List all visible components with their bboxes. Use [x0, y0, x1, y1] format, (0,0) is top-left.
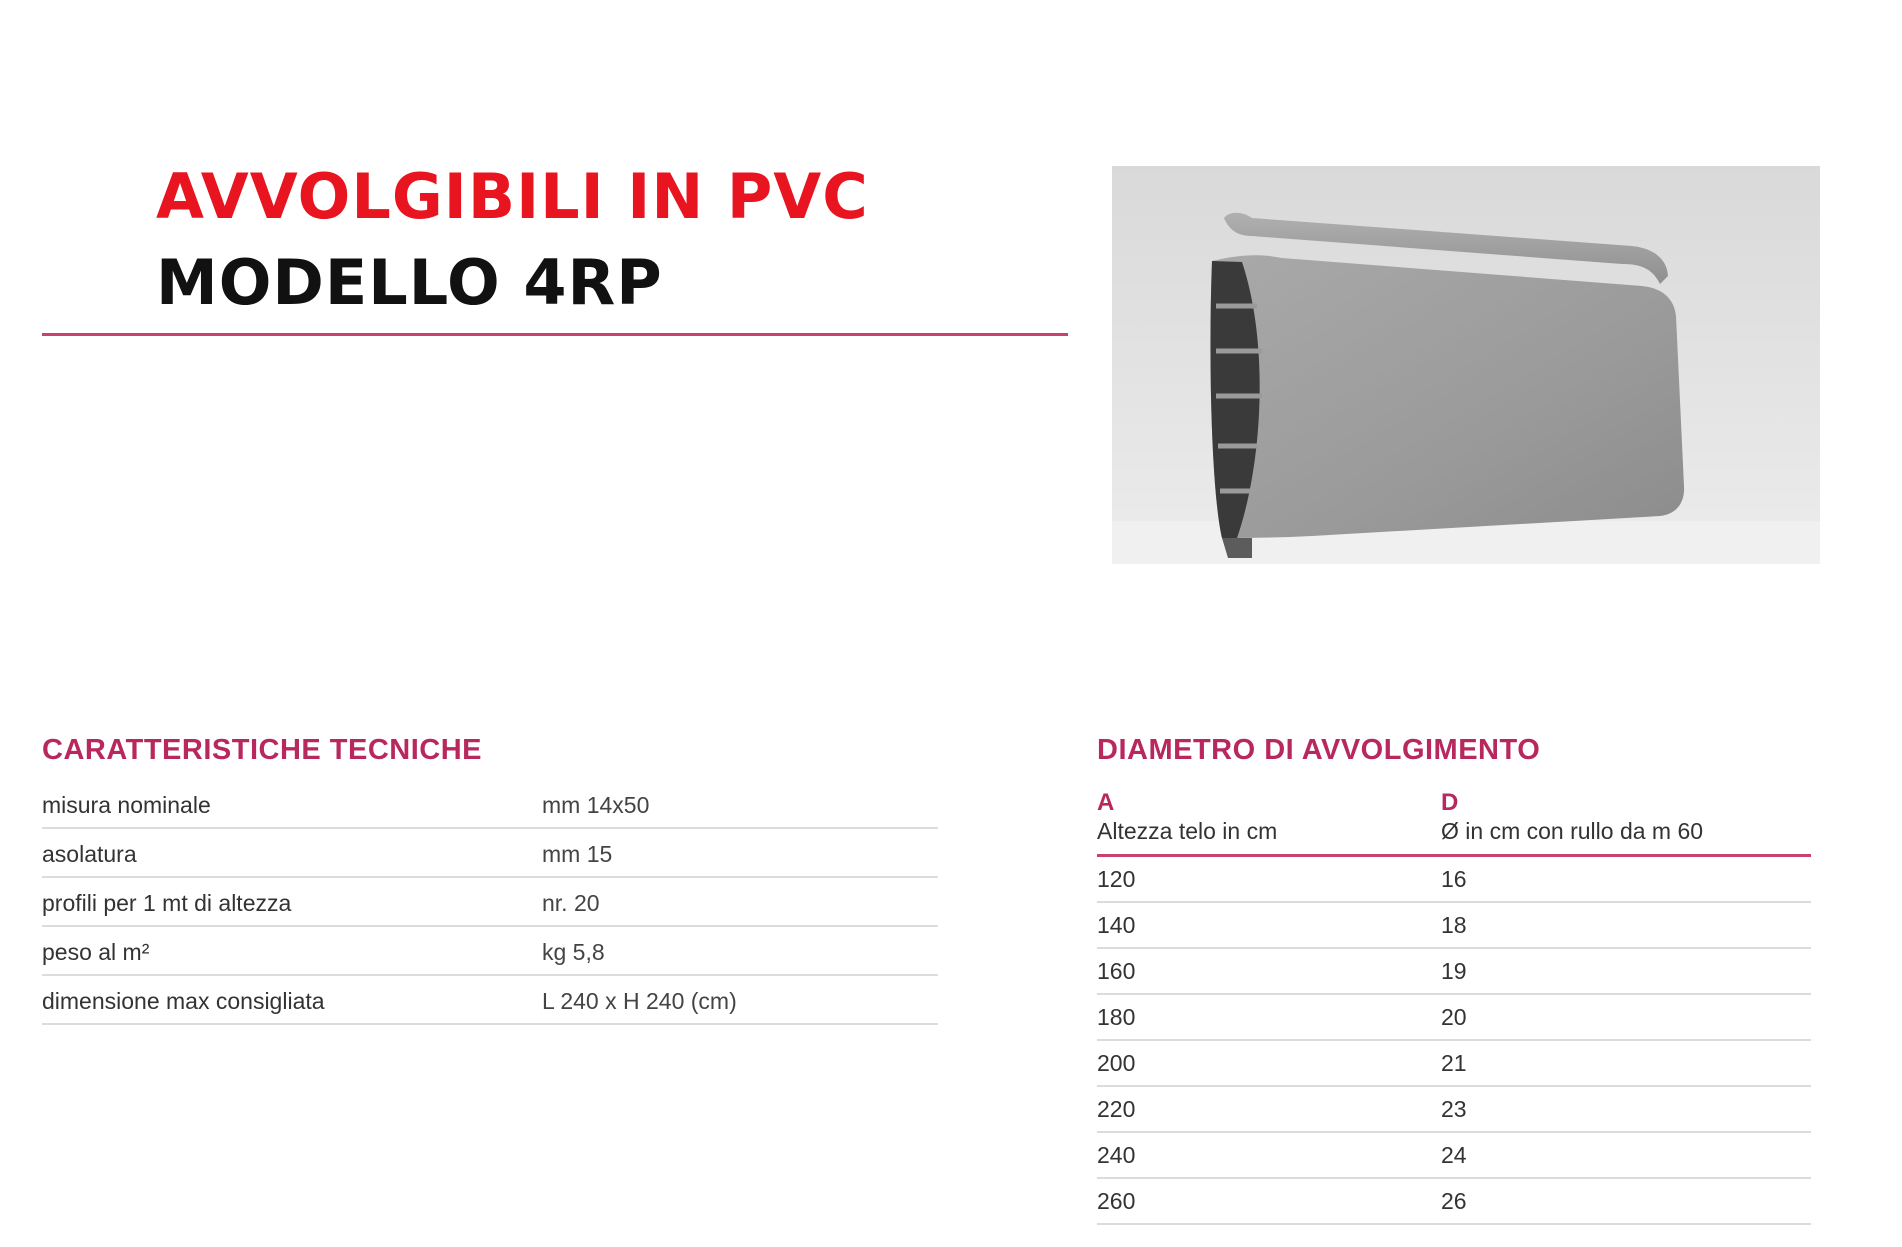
table-row — [1097, 995, 1811, 1041]
table-row — [42, 780, 938, 829]
height-cell: 160 — [1097, 958, 1136, 984]
diameter-cell: 26 — [1441, 1188, 1467, 1214]
spec-value: mm 15 — [542, 841, 613, 867]
column-a-label: Altezza telo in cm — [1097, 818, 1278, 844]
height-cell: 140 — [1097, 912, 1136, 938]
diameter-table — [1097, 790, 1811, 1225]
table-row — [1097, 949, 1811, 995]
height-cell: 220 — [1097, 1096, 1136, 1122]
diameter-cell: 21 — [1441, 1050, 1467, 1076]
table-row — [1097, 1087, 1811, 1133]
column-a-letter: A — [1097, 789, 1115, 816]
height-cell: 260 — [1097, 1188, 1136, 1214]
spec-label: peso al m² — [42, 939, 150, 965]
specs-table — [42, 780, 938, 1025]
table-row — [1097, 1133, 1811, 1179]
page-title-line1: AVVOLGIBILI IN PVC — [156, 160, 869, 233]
table-row — [1097, 1041, 1811, 1087]
table-row — [42, 829, 938, 878]
table-row — [1097, 857, 1811, 903]
spec-value: mm 14x50 — [542, 792, 650, 818]
diameter-cell: 18 — [1441, 912, 1467, 938]
column-d-label: Ø in cm con rullo da m 60 — [1441, 818, 1704, 844]
spec-label: misura nominale — [42, 792, 211, 818]
spec-label: asolatura — [42, 841, 137, 867]
diameter-cell: 24 — [1441, 1142, 1467, 1168]
spec-label: dimensione max consigliata — [42, 988, 325, 1014]
specs-section-title: CARATTERISTICHE TECNICHE — [42, 734, 483, 766]
height-cell: 180 — [1097, 1004, 1136, 1030]
diameter-cell: 19 — [1441, 958, 1467, 984]
spec-label: profili per 1 mt di altezza — [42, 890, 292, 916]
table-row — [42, 927, 938, 976]
diameter-cell: 16 — [1441, 866, 1467, 892]
title-divider — [42, 333, 1068, 336]
diameter-cell: 23 — [1441, 1096, 1467, 1122]
column-d-header — [1441, 790, 1703, 846]
height-cell: 200 — [1097, 1050, 1136, 1076]
spec-value: L 240 x H 240 (cm) — [542, 988, 737, 1014]
spec-value: kg 5,8 — [542, 939, 605, 965]
table-header — [1097, 790, 1811, 857]
table-row — [42, 878, 938, 927]
height-cell: 240 — [1097, 1142, 1136, 1168]
page-title-line2: MODELLO 4RP — [156, 246, 663, 319]
table-row — [1097, 1179, 1811, 1225]
height-cell: 120 — [1097, 866, 1136, 892]
column-d-letter: D — [1441, 789, 1459, 816]
diameter-section-title: DIAMETRO DI AVVOLGIMENTO — [1097, 734, 1541, 766]
table-row — [42, 976, 938, 1025]
column-a-header — [1097, 790, 1277, 846]
diameter-cell: 20 — [1441, 1004, 1467, 1030]
spec-value: nr. 20 — [542, 890, 600, 916]
pvc-profile-image — [1112, 166, 1820, 564]
table-row — [1097, 903, 1811, 949]
